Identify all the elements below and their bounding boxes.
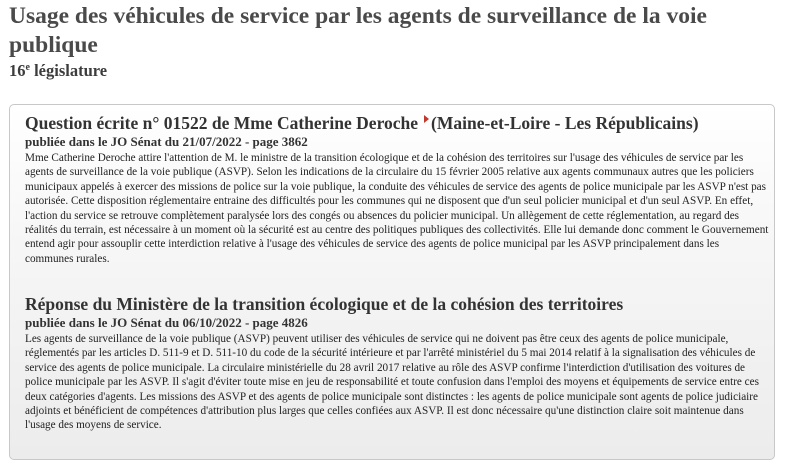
answer-heading: Réponse du Ministère de la transition écologique et de la cohésion des territoires: [25, 294, 624, 314]
answer-section: [25, 293, 770, 433]
question-heading-group: (Maine-et-Loire - Les Républicains): [431, 113, 699, 133]
content-panel: [9, 104, 775, 460]
page-title: Usage des véhicules de service par les agents de surveillance de la voie publique: [9, 3, 707, 58]
answer-text: Les agents de surveillance de la voie publique (ASVP) peuvent utiliser des véhicules de service qui ne doivent pas être ceux des agents de police municipale, réglementés par les articles D. 511-9 et D. 511-10 du code de la sécurité intérieure et par l'arrêté ministériel du 5 mai 2014 relatif à la signalisation des véhicules de service des agents de police municipale. La circulaire ministérielle du 28 avril 2017 relative au rôle des ASVP confirme l'interdiction d'utilisation des voitures de police municipale par les ASVP. Il s'agit d'éviter toute mise en jeu de responsabilité et toute confusion dans l'emploi des moyens et équipements de service entre ces deux catégories d'agents. Les missions des ASVP et des agents de police municipale sont distinctes : les agents de police municipale sont agents de police judiciaire adjoints et bénéficient de compétences d'attribution plus larges que celles confiées aux ASVP. Il est donc nécessaire qu'une distinction claire soit maintenue dans l'usage des moyens de service.: [25, 333, 759, 432]
question-section: [25, 112, 770, 266]
legislature-number: 16: [9, 61, 26, 80]
legislature-suffix: e: [25, 62, 30, 73]
question-text: Mme Catherine Deroche attire l'attention de M. le ministre de la transition écologique et de la cohésion des territoires sur l'usage des véhicules de service par les agents de surveillance de la voie publique (ASVP). Selon les indications de la circulaire du 15 février 2005 relative aux agents communaux autres que les policiers municipaux appelés à exercer des missions de police sur la voie publique, la conduite des véhicules de service des agents de police municipale par les ASVP n'est pas autorisée. Cette disposition réglementaire entraine des difficultés pour les communes qui ne disposent que d'un seul policier municipal et d'un seul ASVP. En effet, l'action du service se retrouve complètement paralysée lors des congés ou absences du policier municipal. Un allègement de cette réglementation, au regard des réalités du terrain, est nécessaire à un moment où la sécurité est au centre des politiques publiques des collectivités. Elle lui demande donc comment le Gouvernement entend agir pour assouplir cette interdiction relative à l'usage des véhicules de service des agents de police municipal par les ASVP principalement dans les communes rurales.: [25, 152, 769, 265]
legislature-label: [9, 61, 107, 81]
legislature-text: législature: [29, 61, 108, 80]
question-heading-main: Question écrite n° 01522 de Mme Catherine Deroche: [25, 113, 419, 133]
answer-publication-date: publiée dans le JO Sénat du 06/10/2022 - page 4826: [25, 315, 308, 330]
question-publication-date: publiée dans le JO Sénat du 21/07/2022 - page 3862: [25, 134, 308, 149]
senator-link-arrow-icon[interactable]: [424, 115, 429, 123]
question-heading: [25, 112, 770, 134]
